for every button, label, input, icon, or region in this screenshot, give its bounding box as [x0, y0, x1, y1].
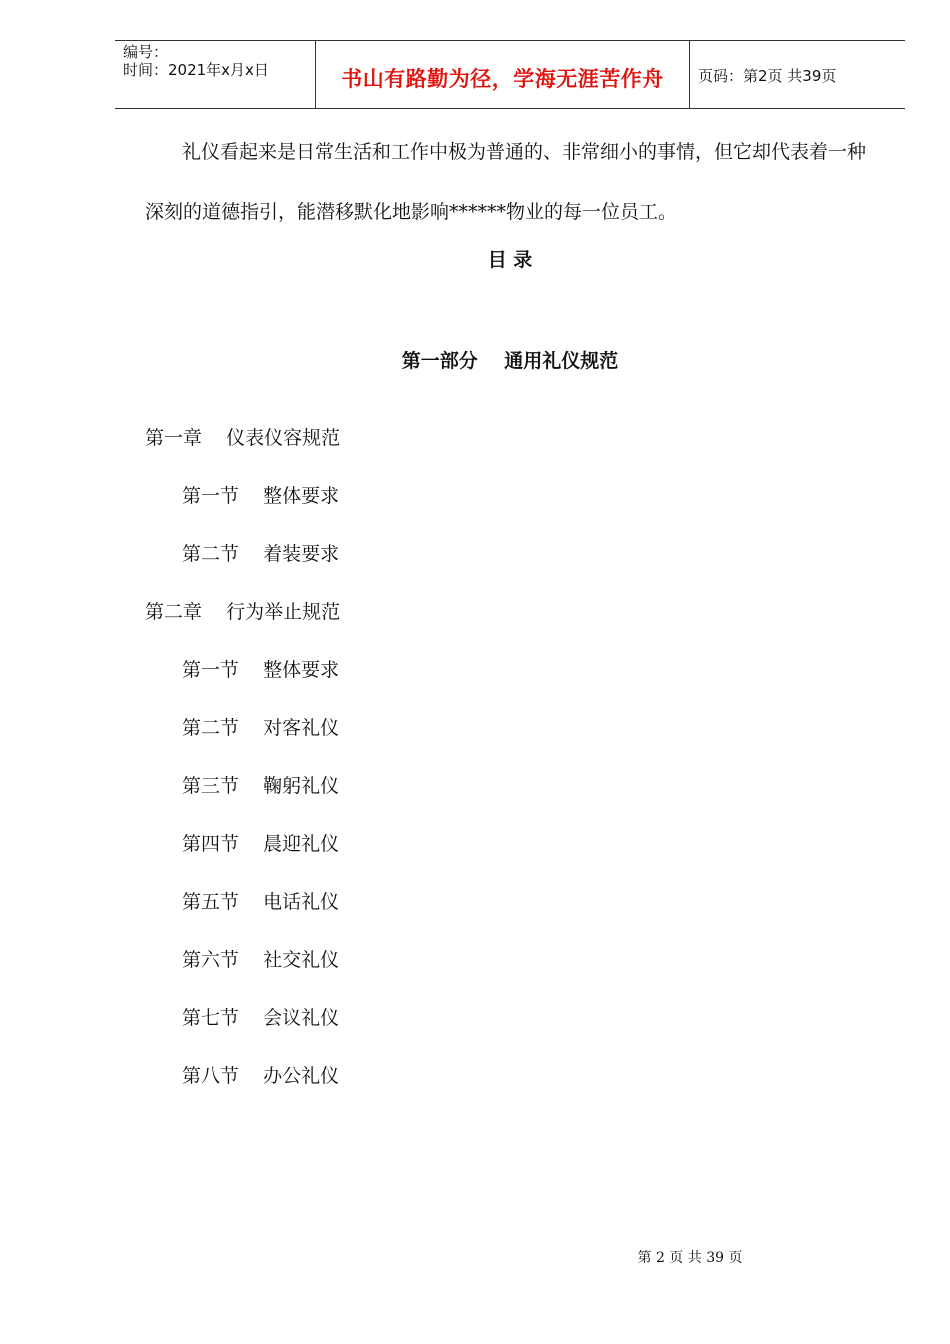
- header-motto: 书山有路勤为径，学海无涯苦作舟: [341, 67, 664, 91]
- toc-section-entry: 第五节 电话礼仪: [182, 891, 340, 913]
- toc-chapter-entry: 第二章 行为举止规范: [145, 601, 341, 623]
- toc-section-entry: 第一节 整体要求: [182, 485, 340, 507]
- intro-paragraph-line-1: 礼仪看起来是日常生活和工作中极为普通的、非常细小的事情，但它却代表着一种: [182, 141, 867, 163]
- toc-title: 目 录: [487, 249, 533, 271]
- header-page-cell: [690, 41, 905, 108]
- toc-section-entry: 第二节 对客礼仪: [182, 717, 340, 739]
- page-header: [115, 40, 905, 109]
- toc-section-entry: 第四节 晨迎礼仪: [182, 833, 340, 855]
- toc-section-entry: 第二节 着装要求: [182, 543, 340, 565]
- toc-section-entry: 第三节 鞠躬礼仪: [182, 775, 340, 797]
- toc-chapter-entry: 第一章 仪表仪容规范: [145, 427, 341, 449]
- header-motto-cell: [316, 41, 690, 108]
- document-time-label: 时间：2021年x月x日: [123, 61, 269, 79]
- toc-section-entry: 第六节 社交礼仪: [182, 949, 340, 971]
- page-footer: 第 2 页 共 39 页: [637, 1250, 743, 1266]
- intro-paragraph-line-2: 深刻的道德指引，能潜移默化地影响******物业的每一位员工。: [145, 201, 678, 223]
- toc-section-entry: 第七节 会议礼仪: [182, 1007, 340, 1029]
- header-info-cell: [115, 41, 316, 108]
- toc-part-title: 第一部分 通用礼仪规范: [401, 350, 619, 372]
- document-number-label: 编号：: [123, 43, 169, 61]
- header-page-code: 页码：第2页 共39页: [698, 67, 837, 85]
- toc-section-entry: 第一节 整体要求: [182, 659, 340, 681]
- toc-section-entry: 第八节 办公礼仪: [182, 1065, 340, 1087]
